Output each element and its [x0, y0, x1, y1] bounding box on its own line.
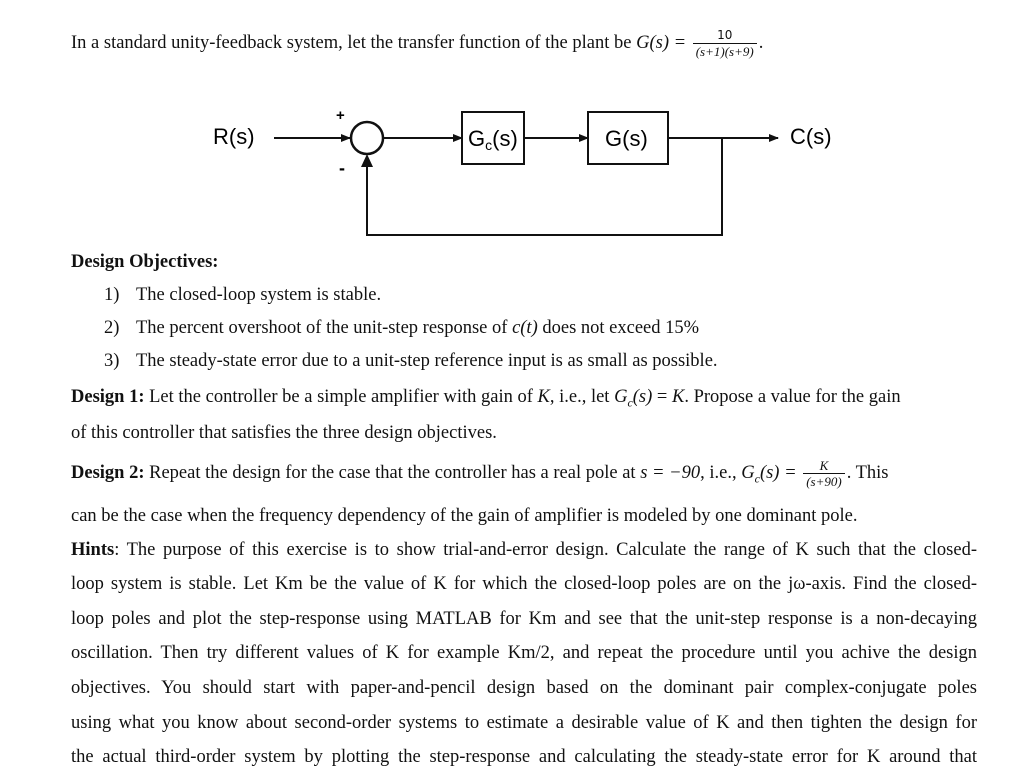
- objective-item-1: 1) The closed-loop system is stable.: [104, 285, 382, 305]
- hints-line1: Hints: The purpose of this exercise is to show trial-and-error design. Calculate the range of K such that the closed-: [71, 540, 977, 560]
- design2-line1: Design 2: Repeat the design for the case that the controller has a real pole at s = −90, i.e., $G_c(s)$ = $\frac{K}{(s+90)}$ . This: [71, 458, 889, 489]
- plant-numerator: 10: [693, 28, 757, 44]
- objective-item-3: 3) The steady-state error due to a unit-step reference input is as small as possible.: [104, 351, 718, 371]
- summing-junction: [351, 122, 383, 154]
- design1-label: Design 1:: [71, 387, 145, 407]
- hints-line5: objectives. You should start with paper-and-pencil design based on the dominant pair complex-conjugate poles: [71, 678, 977, 698]
- output-label: C(s): [790, 124, 832, 149]
- block-diagram: [200, 96, 860, 241]
- hints-line6: using what you know about second-order systems to estimate a desirable value of K and then tighten the design for: [71, 713, 977, 733]
- feedback-arrowhead: [361, 154, 373, 167]
- design1-line2: of this controller that satisfies the three design objectives.: [71, 423, 497, 443]
- hints-line7: the actual third-order system by plotting the step-response and calculating the steady-state error for K around that: [71, 747, 977, 767]
- controller-fraction: $\frac{K}{(s+90)}$: [803, 458, 845, 489]
- plus-sign: +: [336, 107, 345, 124]
- hints-label: Hints: [71, 540, 115, 560]
- design2-label: Design 2:: [71, 462, 145, 483]
- design1-line1: Design 1: Let the controller be a simple amplifier with gain of K, i.e., let $G_c(s) = K$. Propose a value for the gain: [71, 387, 901, 410]
- plant-fraction: [693, 28, 757, 59]
- plant-expression: G(s) =: [636, 32, 687, 53]
- hints-line3: loop poles and plot the step-response using MATLAB for Km and see that the unit-step response is a non-decaying: [71, 609, 977, 629]
- minus-sign: -: [339, 158, 345, 178]
- intro-line: [71, 28, 763, 59]
- intro-end: .: [758, 32, 764, 53]
- hints-line2: loop system is stable. Let Km be the value of K for which the closed-loop poles are on the jω-axis. Find the closed-: [71, 574, 977, 594]
- plant-denominator: (s+1)(s+9): [695, 44, 754, 59]
- intro-text: In a standard unity-feedback system, let the transfer function of the plant be: [71, 32, 637, 53]
- controller-label: Gc(s): [468, 126, 518, 153]
- design2-line2: can be the case when the frequency dependency of the gain of amplifier is modeled by one dominant pole.: [71, 506, 858, 526]
- plant-label: G(s): [605, 126, 648, 151]
- hints-line4: oscillation. Then try different values of K for example Km/2, and repeat the procedure until you achive the design: [71, 643, 977, 663]
- objective-item-2: 2) The percent overshoot of the unit-step response of c(t) does not exceed 15%: [104, 318, 700, 338]
- objectives-heading: Design Objectives:: [71, 252, 219, 272]
- input-label: R(s): [213, 124, 255, 149]
